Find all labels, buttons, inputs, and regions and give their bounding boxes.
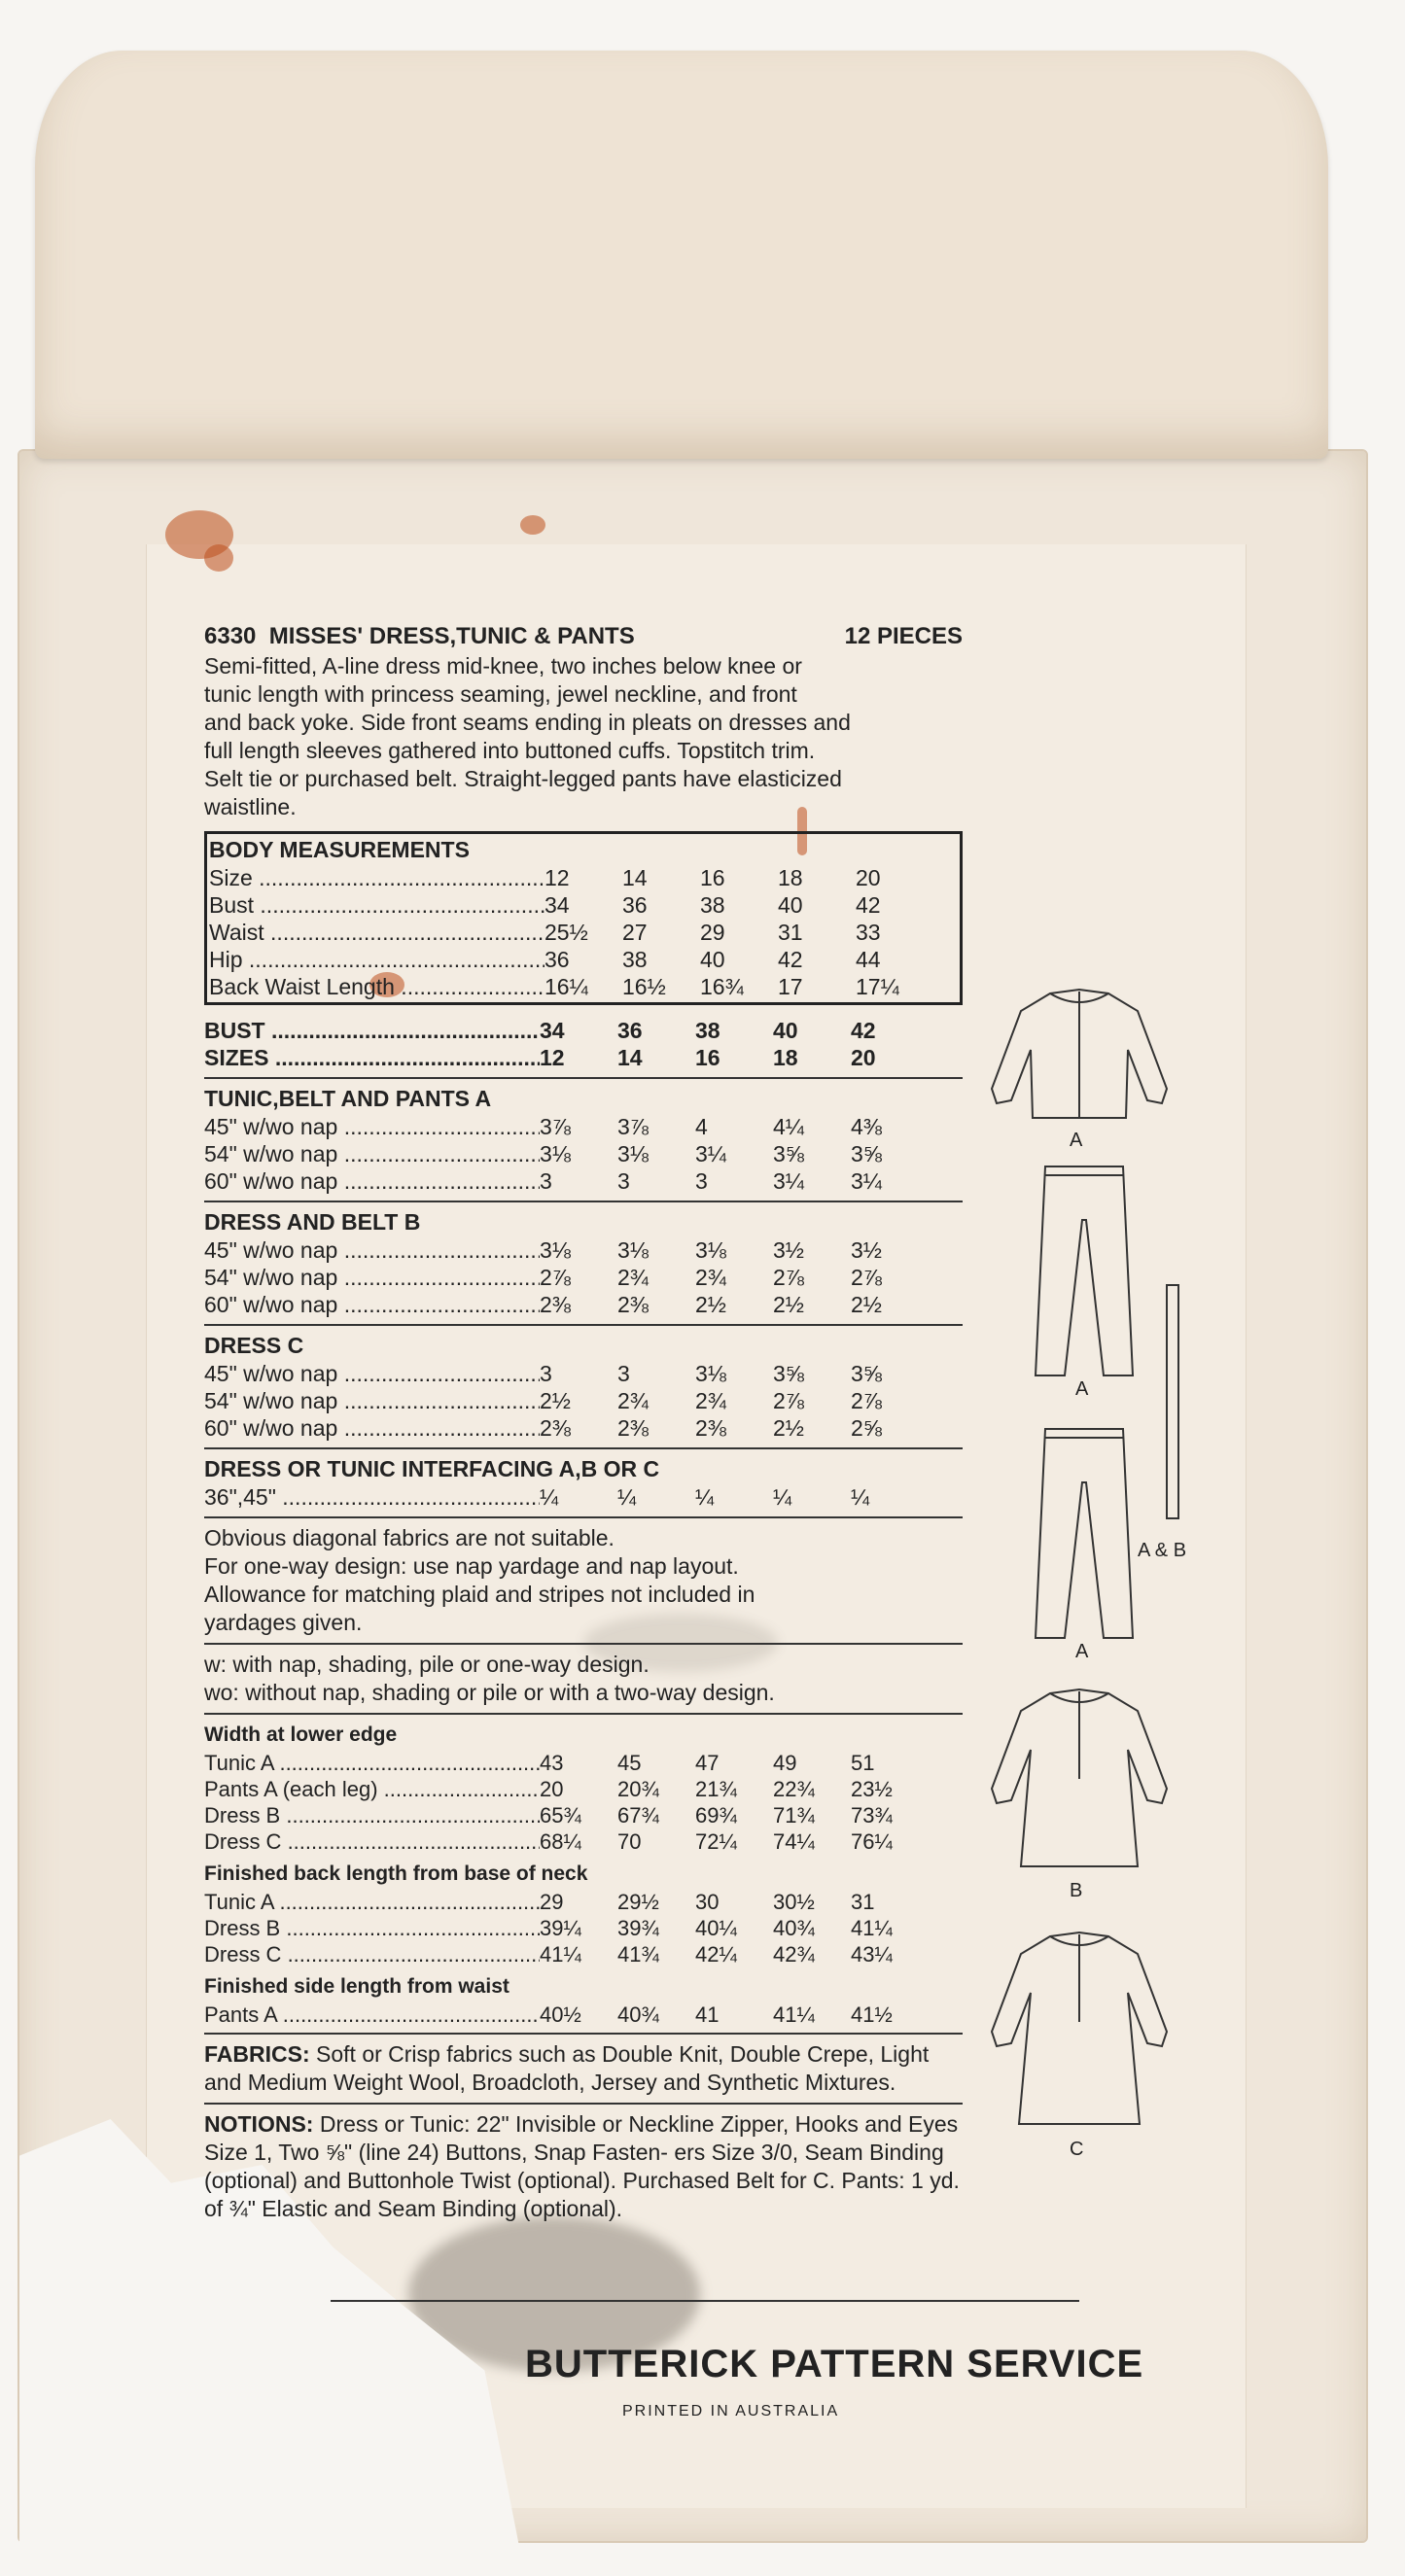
row-value: 3⅛ xyxy=(617,1141,649,1166)
row-label: 36",45" ..... xyxy=(204,1483,540,1512)
row-value: 31 xyxy=(851,1890,875,1914)
row-value: 40½ xyxy=(540,2002,581,2027)
view-label: A & B xyxy=(1138,1540,1187,1561)
row-value: 41¼ xyxy=(851,1916,893,1940)
table-row xyxy=(204,1801,963,1828)
table-row xyxy=(204,1828,963,1854)
rust-stain xyxy=(204,544,233,572)
row-value: 42 xyxy=(851,1018,876,1043)
section-heading: Width at lower edge xyxy=(204,1723,398,1746)
divider xyxy=(204,1713,963,1715)
row-value: 12 xyxy=(540,1045,565,1070)
row-value: 20 xyxy=(540,1777,564,1801)
description-line: Semi-fitted, A-line dress mid-knee, two inches below knee or xyxy=(204,653,802,679)
fabric-notes xyxy=(204,1524,963,1637)
row-value: 25½ xyxy=(544,920,588,945)
table-row xyxy=(204,1017,963,1044)
table-row xyxy=(204,1291,963,1318)
row-value: 2¾ xyxy=(695,1388,726,1413)
row-value: 14 xyxy=(617,1045,643,1070)
row-value: 49 xyxy=(773,1751,797,1775)
row-label: SIZES ..... xyxy=(204,1044,540,1072)
table-row xyxy=(204,2001,963,2027)
row-value: 3⅛ xyxy=(617,1237,649,1263)
row-value: 42¼ xyxy=(695,1942,737,1967)
row-label: 54" w/wo nap ..... xyxy=(204,1264,540,1292)
row-label: 54" w/wo nap ..... xyxy=(204,1387,540,1415)
row-value: 27 xyxy=(622,920,648,945)
description-line: full length sleeves gathered into buttoned cuffs. Topstitch trim. xyxy=(204,738,816,763)
section-heading: DRESS C xyxy=(204,1333,304,1358)
row-value: 47 xyxy=(695,1751,720,1775)
row-value: 20 xyxy=(856,865,881,890)
row-value: 17¼ xyxy=(856,974,899,999)
row-value: 3 xyxy=(540,1361,552,1386)
row-value: 2⅜ xyxy=(540,1415,571,1441)
description xyxy=(204,652,963,821)
brand-name: BUTTERICK PATTERN SERVICE xyxy=(525,2343,1144,2385)
row-value: 41 xyxy=(695,2002,720,2027)
section-heading: DRESS AND BELT B xyxy=(204,1209,421,1235)
description-line: tunic length with princess seaming, jewel neckline, and front xyxy=(204,681,797,707)
row-value: 41¼ xyxy=(540,1942,581,1967)
row-value: 44 xyxy=(856,947,881,972)
table-row xyxy=(204,1044,963,1071)
row-value: 16 xyxy=(695,1045,720,1070)
table-row xyxy=(204,1140,963,1167)
row-value: 33 xyxy=(856,920,881,945)
row-value: 36 xyxy=(617,1018,643,1043)
row-label: Tunic A ..... xyxy=(204,1888,540,1916)
table-row xyxy=(204,1113,963,1140)
row-label: Tunic A ..... xyxy=(204,1749,540,1777)
row-value: 3¼ xyxy=(773,1168,804,1194)
pattern-title xyxy=(204,622,635,650)
note-line: Allowance for matching plaid and stripes not included in xyxy=(204,1582,755,1607)
row-value: 16½ xyxy=(622,974,666,999)
row-label: 60" w/wo nap ..... xyxy=(204,1414,540,1443)
section-heading: BODY MEASUREMENTS xyxy=(209,837,470,862)
row-value: 3⅞ xyxy=(540,1114,571,1139)
envelope-flap xyxy=(35,51,1328,459)
table-row xyxy=(204,1483,963,1511)
note-line: Obvious diagonal fabrics are not suitable. xyxy=(204,1525,615,1550)
pattern-name: MISSES' DRESS,TUNIC & PANTS xyxy=(268,623,635,649)
table-row xyxy=(204,1414,963,1442)
row-value: 71¾ xyxy=(773,1803,815,1828)
row-label: Pants A (each leg) ..... xyxy=(204,1775,540,1803)
description-line: waistline. xyxy=(204,794,297,819)
row-label: 60" w/wo nap ..... xyxy=(204,1291,540,1319)
row-value: 2⅞ xyxy=(851,1265,882,1290)
table-row xyxy=(204,1236,963,1264)
row-value: 18 xyxy=(773,1045,798,1070)
description-line: and back yoke. Side front seams ending in pleats on dresses and xyxy=(204,710,851,735)
table-row xyxy=(204,1360,963,1387)
row-value: ¼ xyxy=(773,1484,792,1510)
divider xyxy=(204,1077,963,1079)
row-value: 3½ xyxy=(851,1237,882,1263)
row-value: 20 xyxy=(851,1045,876,1070)
table-row xyxy=(204,1749,963,1775)
row-value: 14 xyxy=(622,865,648,890)
row-value: 42 xyxy=(778,947,803,972)
row-value: 3⅝ xyxy=(773,1361,804,1386)
row-label: BUST ..... xyxy=(204,1017,540,1045)
row-value: 17 xyxy=(778,974,803,999)
row-value: 41¾ xyxy=(617,1942,659,1967)
divider xyxy=(204,2033,963,2035)
row-value: 30 xyxy=(695,1890,720,1914)
row-value: 16¾ xyxy=(700,974,744,999)
brand-subtext: PRINTED IN AUSTRALIA xyxy=(622,2403,840,2419)
row-value: 2¾ xyxy=(695,1265,726,1290)
table-row xyxy=(204,1387,963,1414)
row-value: 2¾ xyxy=(617,1388,649,1413)
row-value: 29½ xyxy=(617,1890,659,1914)
row-value: 42¾ xyxy=(773,1942,815,1967)
section-heading: Finished side length from waist xyxy=(204,1975,509,1998)
table-row xyxy=(204,1264,963,1291)
row-value: 2½ xyxy=(540,1388,571,1413)
row-value: 4⅜ xyxy=(851,1114,882,1139)
pants-icon xyxy=(1031,1162,1138,1385)
row-label: 45" w/wo nap ..... xyxy=(204,1113,540,1141)
row-label: Pants A ..... xyxy=(204,2001,540,2029)
table-row xyxy=(209,919,956,946)
divider xyxy=(204,1516,963,1518)
row-value: 69¾ xyxy=(695,1803,737,1828)
row-value: 3⅛ xyxy=(695,1237,726,1263)
section-heading: Finished back length from base of neck xyxy=(204,1862,588,1885)
description-line: Selt tie or purchased belt. Straight-legged pants have elasticized xyxy=(204,766,842,791)
table-row xyxy=(209,946,956,973)
row-label: 60" w/wo nap ..... xyxy=(204,1167,540,1196)
view-label: C xyxy=(1070,2139,1084,2160)
row-value: 2⅞ xyxy=(773,1265,804,1290)
row-label: Dress C ..... xyxy=(204,1828,540,1856)
note-line: For one-way design: use nap yardage and nap layout. xyxy=(204,1553,739,1579)
row-label: Dress C ..... xyxy=(204,1940,540,1968)
row-value: 72¼ xyxy=(695,1829,737,1854)
row-value: 4 xyxy=(695,1114,708,1139)
body-measurements-box xyxy=(204,831,963,1005)
view-label: A xyxy=(1075,1378,1089,1400)
row-value: 2½ xyxy=(695,1292,726,1317)
row-value: 31 xyxy=(778,920,803,945)
row-value: 2⅜ xyxy=(540,1292,571,1317)
title-row xyxy=(204,622,963,650)
row-value: 3 xyxy=(540,1168,552,1194)
row-value: 42 xyxy=(856,892,881,918)
row-label: 54" w/wo nap ..... xyxy=(204,1140,540,1168)
note-line: wo: without nap, shading or pile or with a two-way design. xyxy=(204,1680,775,1705)
row-value: 38 xyxy=(700,892,725,918)
row-value: 16 xyxy=(700,865,725,890)
row-value: 2⅜ xyxy=(617,1292,649,1317)
row-value: 40 xyxy=(700,947,725,972)
row-label: Size ..... xyxy=(209,864,544,892)
row-value: 43 xyxy=(540,1751,564,1775)
row-value: 40¼ xyxy=(695,1916,737,1940)
row-value: 22¾ xyxy=(773,1777,815,1801)
row-value: 3⅝ xyxy=(773,1141,804,1166)
note-line: w: with nap, shading, pile or one-way design. xyxy=(204,1652,650,1677)
row-value: 39¼ xyxy=(540,1916,581,1940)
row-value: 3⅝ xyxy=(851,1141,882,1166)
row-label: Dress B ..... xyxy=(204,1801,540,1829)
row-value: ¼ xyxy=(540,1484,559,1510)
row-value: ¼ xyxy=(851,1484,870,1510)
table-row xyxy=(209,973,956,1000)
table-row xyxy=(204,1775,963,1801)
row-value: 40 xyxy=(773,1018,798,1043)
row-value: 51 xyxy=(851,1751,875,1775)
row-value: 38 xyxy=(695,1018,720,1043)
row-value: 3 xyxy=(617,1361,630,1386)
row-value: 29 xyxy=(540,1890,564,1914)
row-value: 36 xyxy=(622,892,648,918)
row-value: 2½ xyxy=(773,1292,804,1317)
row-value: 3⅝ xyxy=(851,1361,882,1386)
row-label: Dress B ..... xyxy=(204,1914,540,1942)
dress-back-icon xyxy=(982,1925,1177,2139)
row-value: 2⅜ xyxy=(695,1415,726,1441)
row-value: 3⅛ xyxy=(695,1361,726,1386)
row-value: 3¼ xyxy=(851,1168,882,1194)
table-row xyxy=(204,1167,963,1195)
row-value: 12 xyxy=(544,865,570,890)
row-value: 70 xyxy=(617,1829,642,1854)
divider xyxy=(204,1643,963,1645)
row-value: ¼ xyxy=(617,1484,637,1510)
rust-stain xyxy=(520,515,545,535)
footer-rule xyxy=(331,2300,1079,2302)
row-label: Back Waist Length ..... xyxy=(209,973,544,1001)
table-row xyxy=(209,864,956,891)
pattern-info xyxy=(204,622,963,2223)
row-label: 45" w/wo nap ..... xyxy=(204,1360,540,1388)
pants-icon xyxy=(1031,1424,1138,1648)
row-value: 4¼ xyxy=(773,1114,804,1139)
table-row xyxy=(204,1914,963,1940)
row-value: 34 xyxy=(544,892,570,918)
row-value: 73¾ xyxy=(851,1803,893,1828)
row-value: 2⅝ xyxy=(851,1415,882,1441)
view-label: A xyxy=(1075,1641,1089,1662)
row-value: 2⅞ xyxy=(851,1388,882,1413)
row-value: 74¼ xyxy=(773,1829,815,1854)
notions-label: NOTIONS: xyxy=(204,2111,314,2137)
row-value: 43¼ xyxy=(851,1942,893,1967)
row-value: 40¾ xyxy=(773,1916,815,1940)
notions-text xyxy=(204,2110,963,2223)
divider xyxy=(204,1201,963,1202)
row-value: 30½ xyxy=(773,1890,815,1914)
row-label: Hip ..... xyxy=(209,946,544,974)
row-value: 3 xyxy=(617,1168,630,1194)
divider xyxy=(204,1324,963,1326)
row-value: 16¼ xyxy=(544,974,588,999)
table-row xyxy=(209,891,956,919)
row-value: 36 xyxy=(544,947,570,972)
row-value: ¼ xyxy=(695,1484,715,1510)
table-row xyxy=(204,1888,963,1914)
view-label: A xyxy=(1070,1130,1083,1151)
tunic-back-icon xyxy=(982,982,1177,1132)
row-value: 76¼ xyxy=(851,1829,893,1854)
row-value: 3¼ xyxy=(695,1141,726,1166)
nap-notes xyxy=(204,1651,963,1707)
note-line: yardages given. xyxy=(204,1610,363,1635)
dress-back-icon xyxy=(982,1682,1177,1881)
row-label: 45" w/wo nap ..... xyxy=(204,1236,540,1265)
view-label: B xyxy=(1070,1880,1083,1901)
row-value: 21¾ xyxy=(695,1777,737,1801)
row-value: 2⅜ xyxy=(617,1415,649,1441)
row-value: 2⅞ xyxy=(540,1265,571,1290)
divider xyxy=(204,1447,963,1449)
piece-count: 12 PIECES xyxy=(844,623,963,649)
table-row xyxy=(204,1940,963,1967)
fabrics-text xyxy=(204,2040,963,2097)
row-value: 40¾ xyxy=(617,2002,659,2027)
row-value: 68¼ xyxy=(540,1829,581,1854)
pattern-number: 6330 xyxy=(204,623,257,649)
row-value: 41¼ xyxy=(773,2002,815,2027)
row-value: 2½ xyxy=(773,1415,804,1441)
section-heading: DRESS OR TUNIC INTERFACING A,B OR C xyxy=(204,1456,660,1481)
row-value: 23½ xyxy=(851,1777,893,1801)
fabrics-label: FABRICS: xyxy=(204,2041,310,2067)
row-value: 20¾ xyxy=(617,1777,659,1801)
row-value: 45 xyxy=(617,1751,642,1775)
row-value: 2¾ xyxy=(617,1265,649,1290)
divider xyxy=(204,2103,963,2105)
row-value: 34 xyxy=(540,1018,565,1043)
row-value: 18 xyxy=(778,865,803,890)
row-value: 38 xyxy=(622,947,648,972)
row-value: 41½ xyxy=(851,2002,893,2027)
row-value: 2½ xyxy=(851,1292,882,1317)
row-value: 40 xyxy=(778,892,803,918)
row-value: 3⅛ xyxy=(540,1141,571,1166)
row-value: 65¾ xyxy=(540,1803,581,1828)
fabrics-body: Soft or Crisp fabrics such as Double Knit, Double Crepe, Light and Medium Weight Wool, Broadcloth, Jersey and Synthetic Mixtures. xyxy=(204,2041,930,2095)
row-label: Waist ..... xyxy=(209,919,544,947)
row-value: 39¾ xyxy=(617,1916,659,1940)
row-value: 67¾ xyxy=(617,1803,659,1828)
notions-body: Dress or Tunic: 22" Invisible or Neckline Zipper, Hooks and Eyes Size 1, Two ⅝" (line 24) Buttons, Snap Fasten- ers Size 3/0, Seam Binding (optional) and Buttonhole Twist (optional). Purchased Belt for C. Pants: 1 yd. of ¾" Elastic and Seam Binding (optional). xyxy=(204,2111,960,2221)
section-heading: TUNIC,BELT AND PANTS A xyxy=(204,1086,492,1111)
row-value: 2⅞ xyxy=(773,1388,804,1413)
row-value: 3⅞ xyxy=(617,1114,649,1139)
row-value: 29 xyxy=(700,920,725,945)
row-value: 3½ xyxy=(773,1237,804,1263)
row-value: 3⅛ xyxy=(540,1237,571,1263)
row-value: 3 xyxy=(695,1168,708,1194)
row-label: Bust ..... xyxy=(209,891,544,920)
belt-icon xyxy=(1163,1283,1182,1526)
